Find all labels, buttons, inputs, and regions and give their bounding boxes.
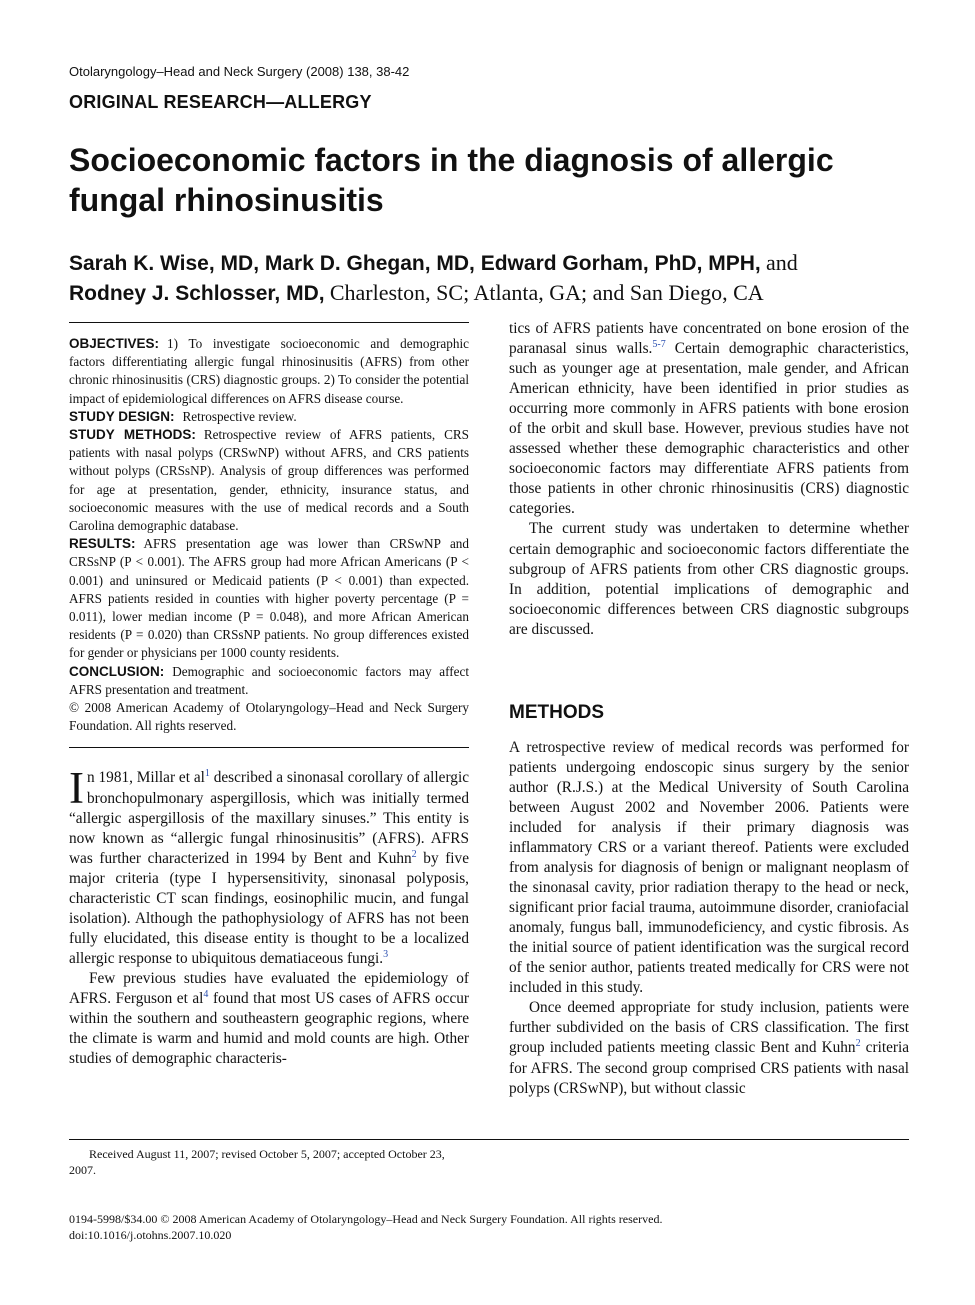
- study-methods-text: Retrospective review of AFRS patients, CRS patients with nasal polyps (CRSwNP) without AFRS, and CRS patients without polyps (CRSsNP). Analysis of group differences was performed for age at presentation, gender, ethnicity, insurance status, and socioeconomic measures with the use of medical records and a South Carolina demographic database.: [69, 427, 469, 534]
- conclusion-text: Demographic and socioeconomic factors may affect AFRS presentation and treatment.: [69, 663, 469, 697]
- intro-paragraph-1: [69, 763, 469, 968]
- abstract: [69, 335, 469, 735]
- author-and: and: [766, 250, 798, 275]
- author-names-line1: Sarah K. Wise, MD, Mark D. Ghegan, MD, Edward Gorham, PhD, MPH,: [69, 252, 761, 275]
- abstract-results: [69, 535, 469, 662]
- abstract-design: [69, 408, 469, 426]
- abstract-top-rule: [69, 322, 469, 323]
- bottom-copyright: [69, 1211, 662, 1243]
- abstract-objectives: [69, 335, 469, 408]
- citation-3[interactable]: 3: [383, 948, 389, 960]
- study-methods-heading: STUDY METHODS:: [69, 427, 196, 443]
- objectives-text: 1) To investigate socioeconomic and demographic factors differentiating allergic fungal rhinosinusitis (AFRS) from other chronic rhinosinusitis (CRS) diagnostic groups. 2) To consider the potential impact of epidemiological differences on AFRS disease course.: [69, 336, 469, 406]
- citation-4[interactable]: 4: [203, 988, 209, 1000]
- intro-p2-text-d: Certain demographic characteristics, such as younger age at presentation, male gender, and African American ethnicity, have been identified in prior studies as occurring more commonly in AFRS patients with bone erosion of the orbit and skull base. However, previous studies have not assessed whether these demographic characteristics and other socioeconomic factors may differentiate AFRS patients from those patients in other chronic rhinosinusitis (CRS) diagnostic categories.: [509, 340, 910, 518]
- intro-p1-text-a: n 1981, Millar et al: [87, 769, 205, 787]
- section-label: ORIGINAL RESEARCH—ALLERGY: [69, 92, 372, 112]
- methods-heading: METHODS: [509, 701, 604, 723]
- author-name-line2: Rodney J. Schlosser, MD,: [69, 282, 325, 305]
- citation-1[interactable]: 1: [204, 768, 210, 780]
- design-text: Retrospective review.: [182, 408, 297, 424]
- author-block: [69, 248, 929, 308]
- results-heading: RESULTS:: [69, 536, 136, 552]
- abstract-methods: [69, 426, 469, 535]
- conclusion-heading: CONCLUSION:: [69, 663, 165, 679]
- intro-left: [69, 763, 469, 1069]
- intro-right: [509, 319, 909, 640]
- intro-p2-text-a: Few previous studies have evaluated the epidemiology of AFRS. Ferguson et al: [69, 969, 469, 1007]
- methods-p2-text-b: criteria for AFRS. The second group comprised CRS patients with nasal polyps (CRSwNP), but without classic: [509, 1039, 909, 1097]
- drop-cap: I: [69, 763, 84, 814]
- intro-p1-text-c: by five major criteria (type I hypersensitivity, sinonasal polyposis, characteristic CT scan findings, eosinophilic mucin, and fungal isolation). Although the pathophysiology of AFRS has not been fully elucidated, this disease entity is thought to be a localized allergic response to ubiquitous dematiaceous fungi.: [69, 849, 469, 967]
- methods-paragraph-2: [509, 998, 909, 1098]
- right-column: [509, 319, 909, 1099]
- intro-paragraph-2-cont: [509, 319, 909, 519]
- article-title: Socioeconomic factors in the diagnosis of allergic fungal rhinosinusitis: [69, 142, 834, 218]
- methods-paragraph-1: A retrospective review of medical records was performed for patients undergoing endoscopic sinus surgery by the senior author (R.J.S.) at the Medical University of South Carolina between August 2002 and November 2006. Patients were included for analysis if their primary diagnosis was inflammatory CRS or a variant thereof. Patients were excluded from analysis for diagnosis of benign or malignant neoplasm of the sinonasal cavity, prior radiation therapy to the head or neck, significant prior facial trauma, autoimmune disorder, craniofacial anomaly, fungus ball, immunodeficiency, and cystic fibrosis. As the initial source of patient identification was the surgical record of the senior author, patients treated medically for CRS were not included in this study.: [509, 738, 909, 997]
- objectives-heading: OBJECTIVES:: [69, 336, 160, 351]
- issn-line: 0194-5998/$34.00 © 2008 American Academy of Otolaryngology–Head and Neck Surgery Foundation. All rights reserved.: [69, 1212, 663, 1226]
- abstract-conclusion: [69, 663, 469, 699]
- footnote-rule: [69, 1139, 909, 1140]
- intro-p1-text-b: described a sinonasal corollary of allergic bronchopulmonary aspergillosis, which was initially termed “allergic aspergillosis of the maxillary sinuses.” This entity is now known as “allergic fungal rhinosinusitis” (AFRS). AFRS was further characterized in 1994 by Bent and Kuhn: [69, 769, 469, 867]
- citation-5-7[interactable]: 5-7: [652, 338, 666, 350]
- abstract-copyright: © 2008 American Academy of Otolaryngology–Head and Neck Surgery Foundation. All rights reserved.: [69, 700, 469, 734]
- intro-p2-text-c: tics of AFRS patients have concentrated on bone erosion of the paranasal sinus walls.: [509, 320, 909, 358]
- methods-p2-text-a: Once deemed appropriate for study inclusion, patients were further subdivided on the basis of CRS classification. The first group included patients meeting classic Bent and Kuhn: [509, 999, 909, 1057]
- left-column: [69, 322, 469, 1069]
- author-locations: Charleston, SC; Atlanta, GA; and San Diego, CA: [329, 280, 764, 305]
- citation-2[interactable]: 2: [411, 848, 417, 860]
- citation-2-methods[interactable]: 2: [855, 1038, 861, 1050]
- received-dates: Received August 11, 2007; revised October 5, 2007; accepted October 23, 2007.: [69, 1147, 445, 1177]
- intro-p2-text-b: found that most US cases of AFRS occur within the southern and southeastern geographic regions, where the climate is warm and humid and mold counts are high. Other studies of demographic characteris-: [69, 989, 469, 1068]
- design-heading: STUDY DESIGN:: [69, 408, 175, 424]
- journal-citation: Otolaryngology–Head and Neck Surgery (2008) 138, 38-42: [69, 64, 410, 79]
- results-text: AFRS presentation age was lower than CRSwNP and CRSsNP (P < 0.001). The AFRS group had more African Americans (P < 0.001) and uninsured or Medicaid patients (P < 0.001) than expected. AFRS patients resided in counties with higher poverty percentage (P = 0.011), lower median income (P = 0.048), and more African American residents (P = 0.020) than CRSsNP patients. No group differences existed for gender or physicians per 1000 county residents.: [69, 536, 469, 661]
- doi-line[interactable]: doi:10.1016/j.otohns.2007.10.020: [69, 1228, 232, 1242]
- intro-paragraph-3: The current study was undertaken to determine whether certain demographic and socioeconomic factors differentiate the subgroup of AFRS patients from other CRS diagnostic groups. In addition, potential implications of demographic and socioeconomic differences between CRS diagnostic subgroups are discussed.: [509, 520, 909, 638]
- abstract-bottom-rule: [69, 747, 469, 748]
- intro-paragraph-2: [69, 969, 469, 1069]
- methods-body: [509, 738, 909, 1099]
